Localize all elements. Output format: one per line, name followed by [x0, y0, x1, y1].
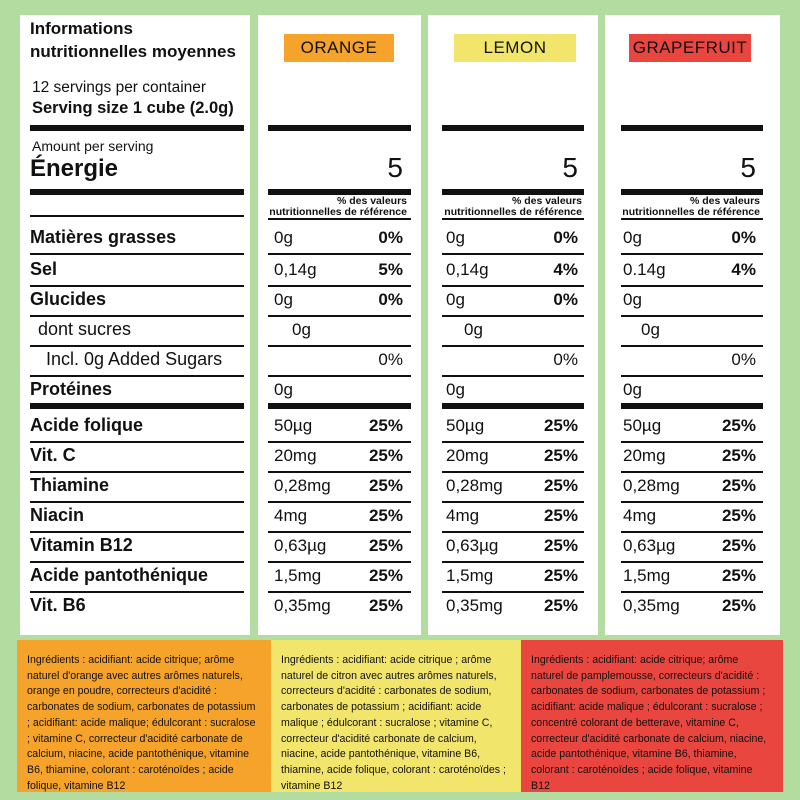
row-divider	[442, 253, 584, 255]
nutrient-percent: 0%	[378, 228, 403, 247]
divider-thick	[621, 125, 763, 131]
row-divider	[621, 441, 763, 443]
row-divider	[442, 345, 584, 347]
nutrient-percent: 25%	[368, 476, 403, 495]
nutrient-amount: 0,63µg	[274, 536, 327, 555]
nutrient-amount: 4mg	[274, 506, 308, 525]
row-divider	[442, 285, 584, 287]
nutrient-amount: 0,28mg	[274, 476, 331, 495]
serving-size: Serving size 1 cube (2.0g)	[32, 99, 234, 117]
row-label: dont sucres	[38, 319, 132, 339]
divider-thick	[268, 403, 411, 409]
row-divider	[621, 375, 763, 377]
title-line-2: nutritionnelles moyennes	[30, 42, 236, 61]
nutrient-percent: 25%	[543, 506, 578, 525]
nutrient-amount: 0,63µg	[623, 536, 676, 555]
nutrient-amount: 0,14g	[446, 260, 489, 279]
nutrient-amount: 20mg	[274, 446, 317, 465]
dv-header-line-2: nutritionnelles de référence	[269, 206, 407, 218]
divider-thick	[442, 403, 584, 409]
nutrient-amount: 0g	[446, 290, 465, 309]
nutrient-amount: 0g	[274, 380, 293, 399]
row-divider	[442, 471, 584, 473]
nutrient-percent: 25%	[543, 446, 578, 465]
nutrient-percent: 25%	[368, 416, 403, 435]
nutrient-amount: 0,28mg	[623, 476, 680, 495]
divider-dv	[30, 215, 244, 217]
row-divider	[268, 591, 411, 593]
nutrient-amount: 1,5mg	[446, 566, 494, 585]
nutrient-amount: 0g	[274, 228, 293, 247]
row-divider	[621, 315, 763, 317]
divider-thick	[621, 403, 763, 409]
nutrient-percent: 25%	[543, 536, 578, 555]
row-divider	[30, 471, 244, 473]
row-divider	[621, 561, 763, 563]
nutrient-amount: 0g	[641, 320, 660, 339]
dv-header-line-1: % des valeurs	[689, 195, 760, 207]
nutrient-amount: 0,35mg	[446, 596, 503, 615]
nutrient-percent: 25%	[721, 506, 756, 525]
row-label: Protéines	[30, 379, 113, 399]
flavor-label-orange: ORANGE	[284, 34, 394, 62]
row-divider	[30, 285, 244, 287]
row-label: Vit. B6	[30, 595, 86, 615]
row-divider	[30, 375, 244, 377]
divider-dv	[442, 218, 584, 220]
nutrient-amount: 0g	[446, 380, 465, 399]
row-divider	[30, 591, 244, 593]
row-divider	[621, 591, 763, 593]
divider-dv	[268, 218, 411, 220]
row-divider	[268, 315, 411, 317]
nutrient-percent: 25%	[543, 416, 578, 435]
ingredients-lemon: Ingrédients : acidifiant: acide citrique ; arôme naturel de citron avec autres arômes naturels, correcteurs d'acidité : carbonates de sodium, carbonates de potassium ; acidifiant: acide malique ; édulcorant : sucralose ; vitamine C, correcteur d'acidité carbonate de calcium, niacine, acide pantothénique, vitamine B6, thiamine, acide folique, colorant : caroténoïdes ; vitamine B12	[271, 640, 521, 792]
nutrient-amount: 1,5mg	[623, 566, 671, 585]
row-label: Incl. 0g Added Sugars	[46, 349, 223, 369]
nutrient-percent: 4%	[731, 260, 756, 279]
dv-header-line-2: nutritionnelles de référence	[622, 206, 760, 218]
nutrient-amount: 20mg	[623, 446, 666, 465]
nutrient-percent: 0%	[731, 228, 756, 247]
nutrient-amount: 0,35mg	[274, 596, 331, 615]
nutrient-percent: 25%	[721, 446, 756, 465]
nutrient-percent: 25%	[368, 596, 403, 615]
nutrient-amount: 0g	[623, 228, 642, 247]
nutrient-amount: 50µg	[446, 416, 485, 435]
energy-value: 5	[387, 152, 403, 183]
row-divider	[442, 501, 584, 503]
row-divider	[30, 253, 244, 255]
nutrient-percent: 25%	[368, 566, 403, 585]
amount-per-serving: Amount per serving	[32, 138, 154, 154]
row-divider	[30, 345, 244, 347]
row-divider	[30, 501, 244, 503]
nutrient-amount: 0g	[292, 320, 311, 339]
nutrient-percent: 25%	[721, 536, 756, 555]
column-grapefruit	[605, 15, 780, 635]
nutrient-amount: 0g	[446, 228, 465, 247]
nutrient-percent: 0%	[731, 350, 756, 369]
dv-header-line-1: % des valeurs	[336, 195, 407, 207]
nutrient-percent: 25%	[543, 596, 578, 615]
divider-dv	[621, 218, 763, 220]
row-divider	[442, 375, 584, 377]
column-orange	[258, 15, 421, 635]
nutrient-percent: 25%	[543, 566, 578, 585]
nutrient-amount: 0g	[623, 380, 642, 399]
row-label: Sel	[30, 259, 58, 279]
row-label: Acide pantothénique	[30, 565, 209, 585]
row-divider	[268, 253, 411, 255]
energy-value: 5	[740, 152, 756, 183]
nutrient-amount: 0,35mg	[623, 596, 680, 615]
nutrient-percent: 0%	[378, 290, 403, 309]
divider-energy	[30, 189, 244, 195]
row-divider	[268, 471, 411, 473]
nutrient-percent: 0%	[553, 228, 578, 247]
nutrient-amount: 0.14g	[623, 260, 666, 279]
nutrient-percent: 25%	[368, 446, 403, 465]
nutrient-amount: 0,28mg	[446, 476, 503, 495]
column-lemon	[428, 15, 598, 635]
row-divider	[30, 531, 244, 533]
flavor-label-grapefruit: GRAPEFRUIT	[629, 34, 751, 62]
row-divider	[442, 441, 584, 443]
row-divider	[268, 441, 411, 443]
flavor-label-lemon: LEMON	[454, 34, 576, 62]
row-divider	[268, 531, 411, 533]
nutrient-percent: 25%	[721, 596, 756, 615]
row-divider	[30, 315, 244, 317]
row-divider	[442, 561, 584, 563]
row-label: Vit. C	[30, 445, 76, 465]
nutrient-amount: 1,5mg	[274, 566, 322, 585]
nutrient-amount: 50µg	[623, 416, 662, 435]
nutrient-percent: 0%	[553, 350, 578, 369]
nutrient-amount: 0g	[623, 290, 642, 309]
nutrient-amount: 0g	[274, 290, 293, 309]
nutrient-amount: 50µg	[274, 416, 313, 435]
divider-thick	[268, 125, 411, 131]
row-divider	[268, 285, 411, 287]
nutrient-amount: 20mg	[446, 446, 489, 465]
nutrient-amount: 4mg	[446, 506, 480, 525]
label-panel	[20, 15, 250, 635]
nutrient-percent: 25%	[721, 566, 756, 585]
nutrient-amount: 0g	[464, 320, 483, 339]
nutrient-percent: 0%	[553, 290, 578, 309]
row-divider	[621, 345, 763, 347]
row-label: Thiamine	[30, 475, 110, 495]
row-divider	[621, 253, 763, 255]
row-label: Glucides	[30, 289, 107, 309]
row-divider	[621, 285, 763, 287]
row-divider	[30, 441, 244, 443]
divider-thick	[442, 125, 584, 131]
row-divider	[621, 501, 763, 503]
nutrient-percent: 0%	[378, 350, 403, 369]
row-divider	[268, 561, 411, 563]
nutrient-percent: 25%	[368, 536, 403, 555]
dv-header-line-2: nutritionnelles de référence	[444, 206, 582, 218]
row-divider	[621, 531, 763, 533]
row-label: Matières grasses	[30, 227, 177, 247]
row-label: Niacin	[30, 505, 85, 525]
energy-value: 5	[562, 152, 578, 183]
dv-header-line-1: % des valeurs	[511, 195, 582, 207]
energy-label: Énergie	[30, 155, 119, 182]
row-divider	[442, 591, 584, 593]
row-divider	[30, 561, 244, 563]
ingredients-grapefruit: Ingrédients : acidifiant: acide citrique; arôme naturel de pamplemousse, correcteurs d'acidité : carbonates de sodium, carbonates de potassium ; acidifiant: acide malique ; édulcorant : sucralose ; concentré colorant de betterave, vitamine C, correcteur d'acidité carbonate de calcium, niacine, acide pantothénique, vitamine B6, thiamine, colorant : caroténoïdes ; acide folique, vitamine B12	[521, 640, 783, 792]
row-divider	[442, 531, 584, 533]
nutrient-amount: 0,14g	[274, 260, 317, 279]
title-line-1: Informations	[30, 19, 133, 38]
row-divider	[442, 315, 584, 317]
row-divider	[621, 471, 763, 473]
nutrient-percent: 25%	[368, 506, 403, 525]
nutrient-percent: 5%	[378, 260, 403, 279]
row-label: Vitamin B12	[30, 535, 133, 555]
ingredients-orange: Ingrédients : acidifiant: acide citrique; arôme naturel d'orange avec autres arômes naturels, orange en poudre, correcteurs d'acidité : carbonates de sodium, carbonates de potassium ; acidifiant: acide malique; édulcorant : sucralose ; vitamine C, correcteur d'acidité carbonate de calcium, niacine, acide pantothénique, vitamine B6, thiamine, colorant : caroténoïdes ; acide folique, vitamine B12	[17, 640, 271, 792]
nutrient-percent: 4%	[553, 260, 578, 279]
divider-thick	[30, 403, 244, 409]
row-divider	[268, 501, 411, 503]
divider-thick	[30, 125, 244, 131]
servings-per-container: 12 servings per container	[32, 79, 207, 96]
nutrient-percent: 25%	[721, 476, 756, 495]
nutrient-amount: 4mg	[623, 506, 657, 525]
nutrient-percent: 25%	[543, 476, 578, 495]
row-label: Acide folique	[30, 415, 144, 435]
row-divider	[268, 375, 411, 377]
nutrient-amount: 0,63µg	[446, 536, 499, 555]
row-divider	[268, 345, 411, 347]
nutrient-percent: 25%	[721, 416, 756, 435]
